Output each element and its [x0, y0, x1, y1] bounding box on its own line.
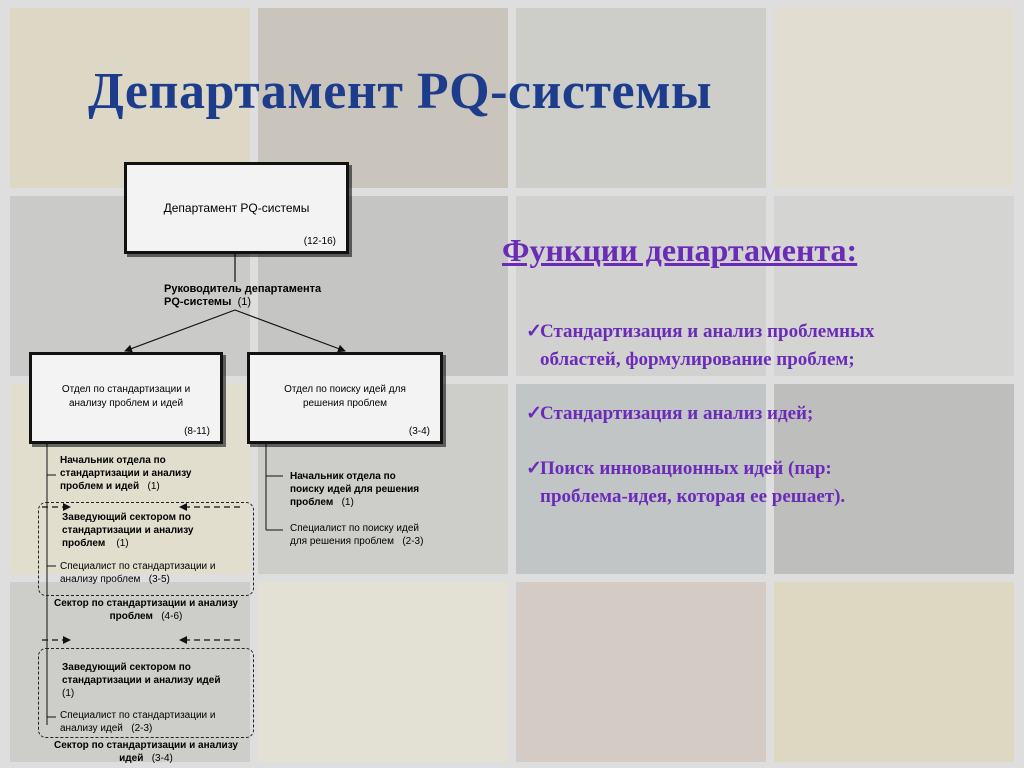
sector-problems-specialist: Специалист по стандартизации и анализу проблем (3-5) — [60, 561, 216, 585]
department-name: Департамент PQ-системы — [163, 201, 310, 215]
dept-standardization-name: Отдел по стандартизации и анализу проблем и идей — [61, 384, 191, 409]
dept-standardization-count: (8-11) — [184, 426, 210, 437]
function-item: ✓Стандартизация и анализ проблемных областей, формулирование проблем; — [526, 318, 966, 374]
check-icon: ✓ — [526, 458, 542, 479]
function-item: ✓Стандартизация и анализ идей; — [526, 400, 966, 428]
sector-ideas-specialist: Специалист по стандартизации и анализу идей (2-3) — [60, 710, 216, 734]
function-item: ✓Поиск инновационных идей (пар: проблема-идея, которая ее решает). — [526, 455, 966, 511]
dept-search-name: Отдел по поиску идей для решения проблем — [284, 384, 406, 409]
sector-ideas-lead: Заведующий сектором по стандартизации и анализу идей (1) — [62, 662, 221, 699]
connector-head-right — [235, 310, 345, 351]
sector-ideas-name: Сектор по стандартизации и анализу идей (3-4) — [54, 740, 238, 764]
dept-search-head: Начальник отдела по поиску идей для решения проблем (1) — [290, 471, 420, 508]
check-icon: ✓ — [526, 403, 542, 424]
department-count: (12-16) — [303, 236, 336, 247]
functions-title: Функции департамента: — [502, 232, 858, 268]
check-icon: ✓ — [526, 321, 542, 342]
dept-standardization-box — [29, 352, 223, 444]
dept-search-specialist: Специалист по поиску идей для решения проблем (2-3) — [290, 523, 424, 547]
slide-title: Департамент PQ-системы — [88, 63, 713, 120]
sector-problems-name: Сектор по стандартизации и анализу проблем (4-6) — [54, 598, 238, 622]
department-box — [124, 162, 349, 254]
department-head-label: Руководитель департамента PQ-системы (1) — [164, 283, 322, 308]
dept-search-count: (3-4) — [408, 426, 430, 437]
dept-standardization-head: Начальник отдела по стандартизации и анализу проблем и идей (1) — [60, 455, 192, 492]
dept-search-box — [247, 352, 443, 444]
sector-problems-lead: Заведующий сектором по стандартизации и анализу проблем (1) — [62, 512, 194, 549]
connector-head-left — [125, 310, 235, 351]
